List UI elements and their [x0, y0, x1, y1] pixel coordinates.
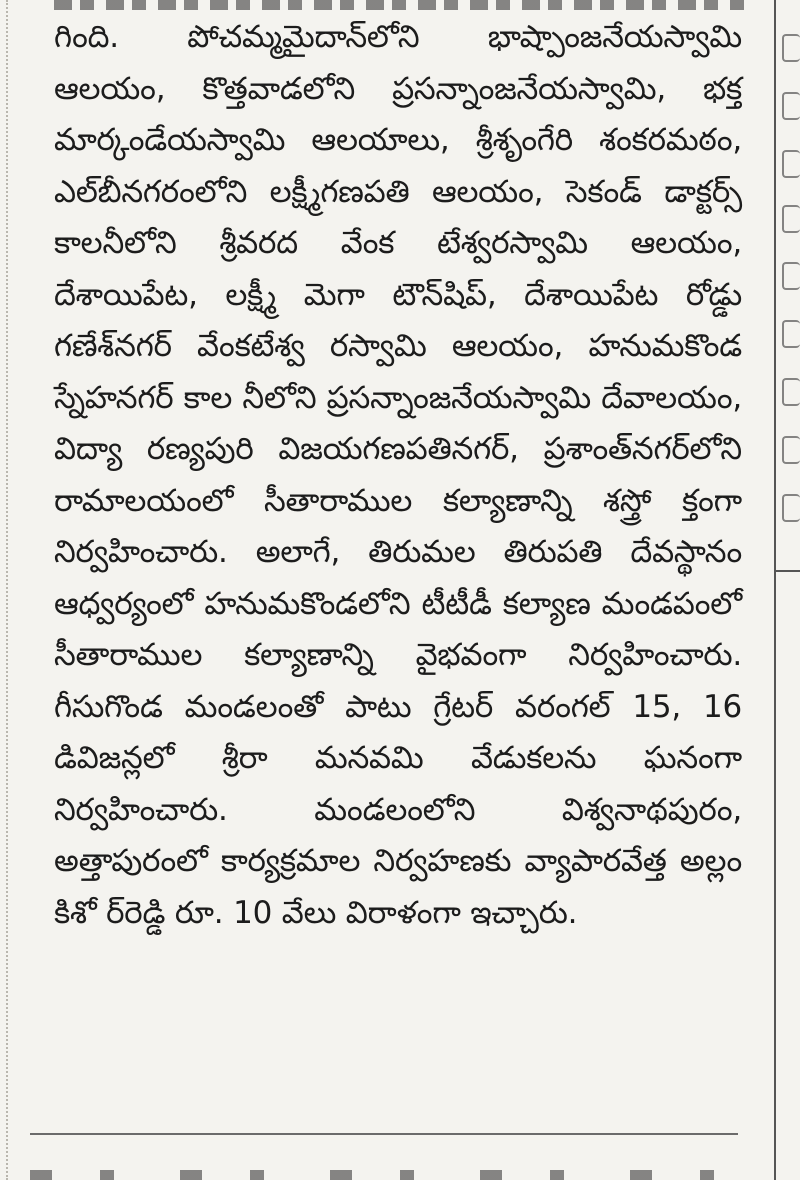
- clipped-bottom-line: [30, 1164, 730, 1180]
- clipped-top-line: [54, 0, 744, 10]
- neighbouring-column: [774, 0, 800, 1180]
- clipped-glyph: [782, 262, 800, 290]
- clipped-glyph: [782, 494, 800, 522]
- clipped-glyph: [782, 92, 800, 120]
- clipped-glyph: [782, 150, 800, 178]
- column-section-divider: [774, 570, 800, 572]
- article-body: [54, 12, 742, 939]
- left-column-rule: [6, 0, 8, 1180]
- clipped-glyph: [782, 320, 800, 348]
- column-divider: [774, 0, 776, 1180]
- clipped-glyph: [782, 34, 800, 62]
- clipped-glyph: [782, 436, 800, 464]
- clipped-glyph: [782, 205, 800, 233]
- clipped-glyph: [782, 378, 800, 406]
- article-paragraph: గింది. పోచమ్మమైదాన్‌లోని భాష్పాంజనేయస్వామి ఆలయం, కొత్తవాడలోని ప్రసన్నాంజనేయస్వామి, భక్త మార్కండేయస్వామి ఆలయాలు, శ్రీశృంగేరి శంకరమఠం, ఎల్‌బీనగరంలోని లక్ష్మీగణపతి ఆలయం, సెకండ్ డాక్టర్స్ కాలనీలోని శ్రీవరద వేంక టేశ్వరస్వామి ఆలయం, దేశాయిపేట, లక్ష్మీ మెగా టౌన్‌షిప్, దేశాయిపేట రోడ్డు గణేశ్‌నగర్ వేంకటేశ్వ రస్వామి ఆలయం, హనుమకొండ స్నేహనగర్ కాల నీలోని ప్రసన్నాంజనేయస్వామి దేవాలయం, విద్యా రణ్యపురి విజయగణపతినగర్, ప్రశాంత్‌నగర్‌లోని రామాలయంలో సీతారాముల కల్యాణాన్ని శస్త్రో క్తంగా నిర్వహించారు. అలాగే, తిరుమల తిరుపతి దేవస్థానం ఆధ్వర్యంలో హనుమకొండలోని టీటీడీ కల్యాణ మండపంలో సీతారాముల కల్యాణాన్ని వైభవంగా నిర్వహించారు. గీసుగొండ మండలంతో పాటు గ్రేటర్ వరంగల్ 15, 16 డివిజన్లలో శ్రీరా మనవమి వేడుకలను ఘనంగా నిర్వహించారు. మండలంలోని విశ్వనాథపురం, అత్తాపురంలో కార్యక్రమాల నిర్వహణకు వ్యాపారవేత్త అల్లం కిశో ర్‌రెడ్డి రూ. 10 వేలు విరాళంగా ఇచ్చారు.: [54, 19, 742, 931]
- section-divider: [30, 1133, 738, 1135]
